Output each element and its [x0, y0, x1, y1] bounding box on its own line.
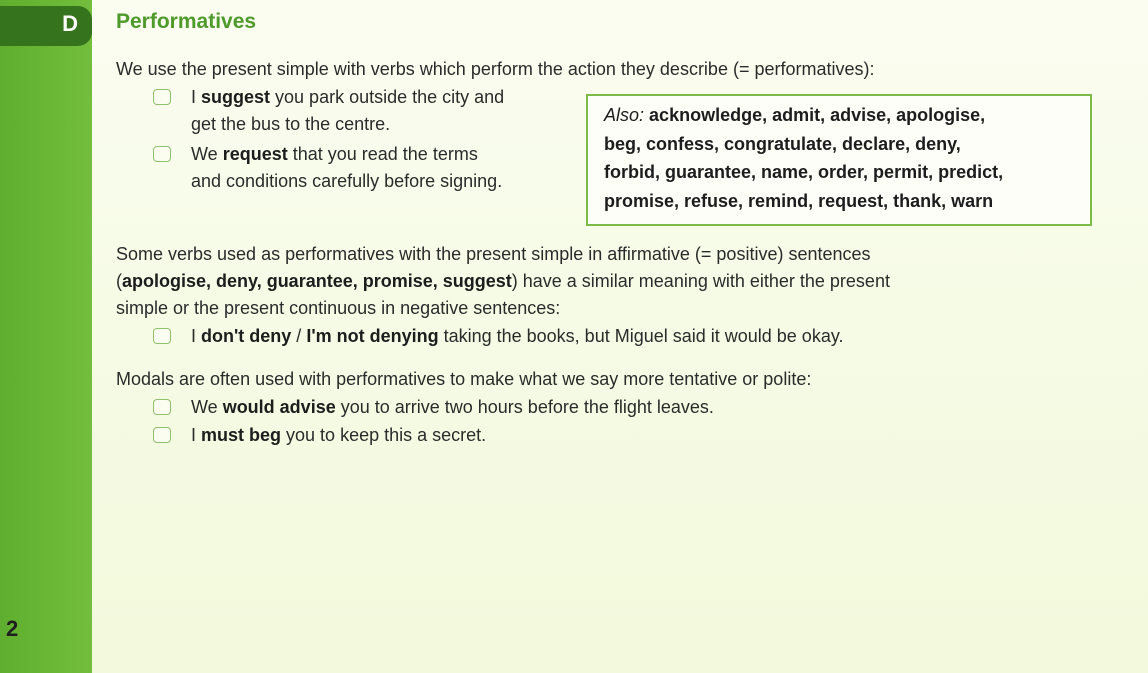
example-line: I suggest you park outside the city and	[191, 87, 505, 107]
example-line: We request that you read the terms	[191, 144, 478, 164]
also-label: Also:	[604, 105, 645, 125]
checkbox-icon[interactable]	[153, 89, 171, 105]
checkbox-icon[interactable]	[153, 146, 171, 162]
section-tab	[0, 6, 92, 46]
section-title: Performatives	[116, 10, 257, 33]
also-line: promise, refuse, remind, request, thank, warn	[604, 190, 994, 211]
section-letter: D	[62, 11, 78, 36]
intro-paragraph: We use the present simple with verbs which perform the action they describe (= performatives):	[116, 59, 875, 79]
also-verbs-box	[586, 94, 1092, 226]
checkbox-icon[interactable]	[153, 328, 171, 344]
also-line: Also: acknowledge, admit, advise, apologise,	[604, 105, 986, 125]
example-line: get the bus to the centre.	[191, 114, 391, 134]
also-line: forbid, guarantee, name, order, permit, predict,	[604, 162, 1004, 182]
checkbox-icon[interactable]	[153, 427, 171, 443]
left-margin-strip	[0, 0, 92, 673]
page-number: 2	[6, 616, 19, 641]
checkbox-icon[interactable]	[153, 399, 171, 415]
example-line: and conditions carefully before signing.	[191, 171, 503, 191]
also-line: beg, confess, congratulate, declare, deny,	[604, 133, 961, 154]
paragraph-negative-usage: Some verbs used as performatives with the present simple in affirmative (= positive) sentences (apologise, deny, guarantee, promise, suggest) have a similar meaning with either the present simple or the present continuous in negative sentences:	[116, 244, 890, 318]
paragraph-modals: Modals are often used with performatives to make what we say more tentative or polite:	[116, 369, 812, 389]
